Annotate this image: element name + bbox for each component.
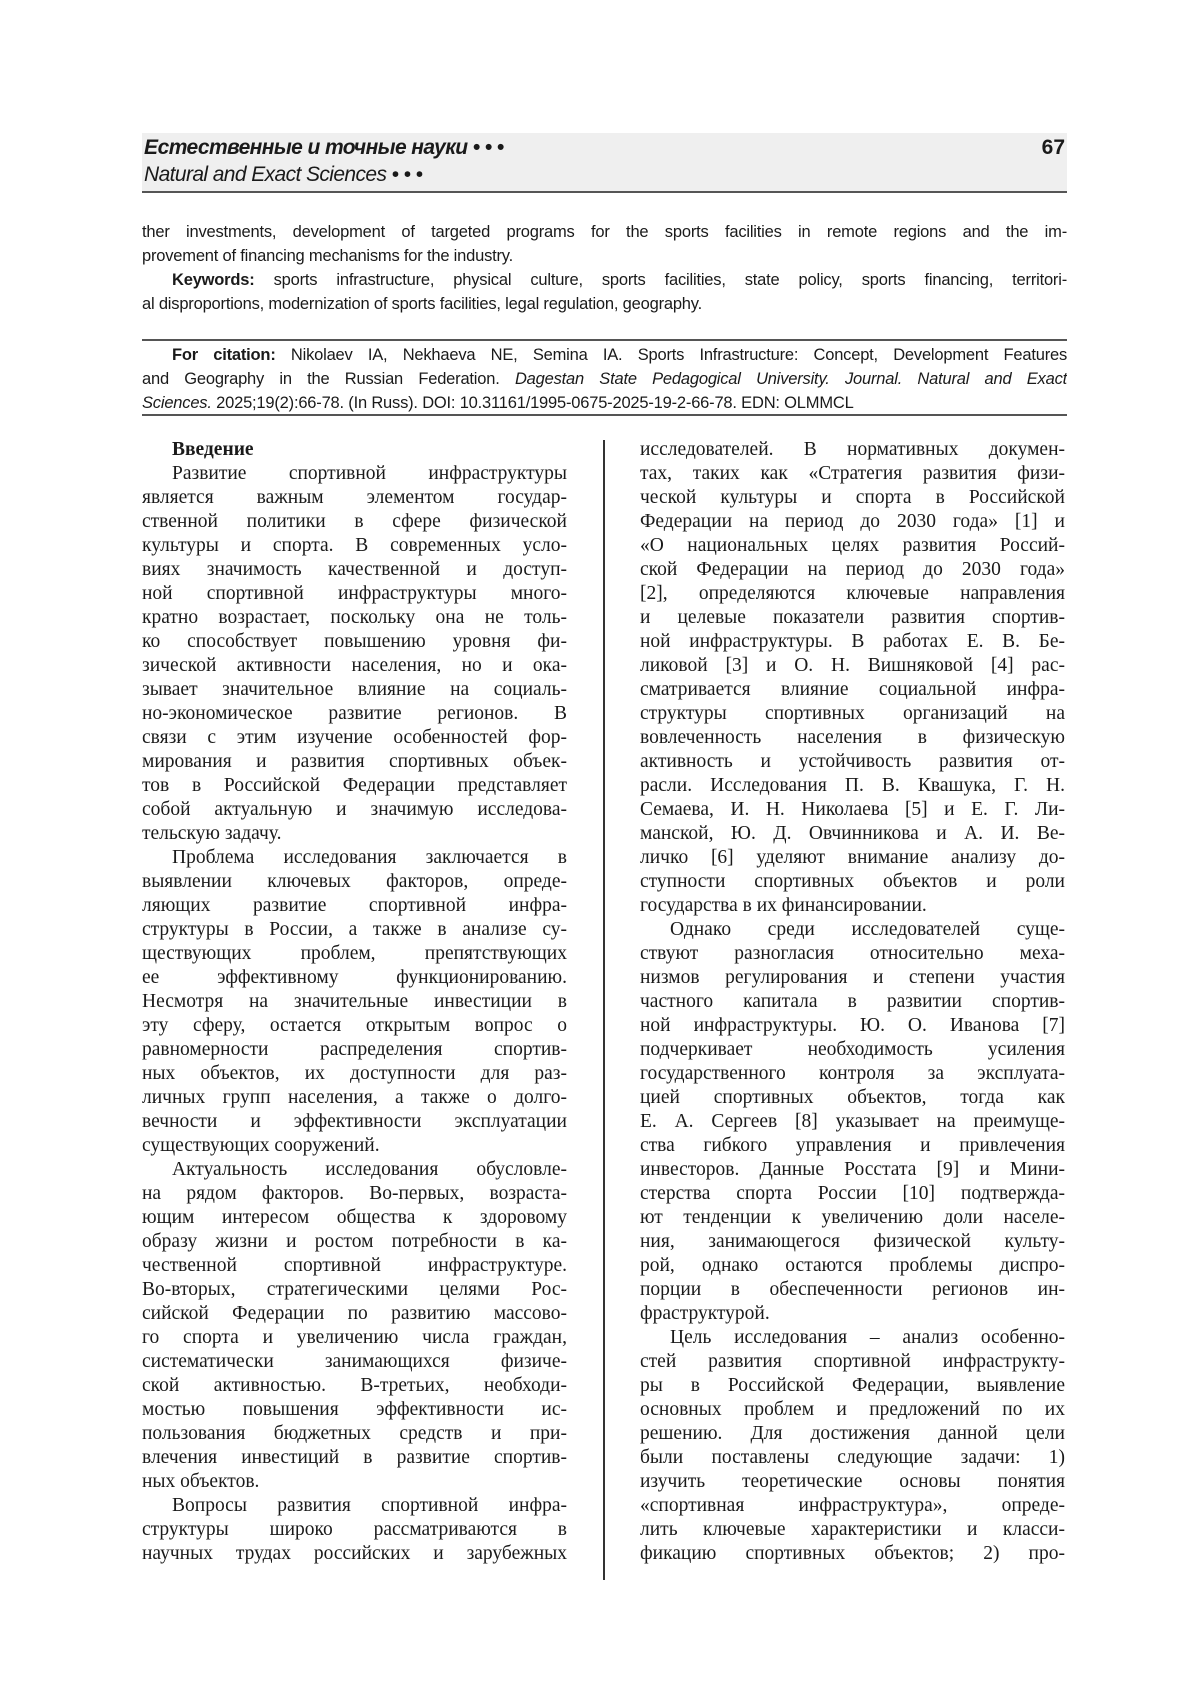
journal-section-title-ru: Естественные и точные науки • • • [144, 136, 504, 160]
text-line: научных трудах российских и зарубежных [142, 1542, 567, 1566]
text-line: исследователей. В нормативных докумен- [640, 438, 1065, 462]
keywords-text: sports infrastructure, physical culture, sports facilities, state policy, sports financing, territori- [274, 271, 1067, 289]
text-line: ры в Российской Федерации, выявление [640, 1374, 1065, 1398]
text-line: ной инфраструктуры. Ю. О. Иванова [7] [640, 1014, 1065, 1038]
text-line: тах, таких как «Стратегия развития физи- [640, 462, 1065, 486]
text-line: ния, занимающегося физической культу- [640, 1230, 1065, 1254]
text-line: вечности и эффективности эксплуатации [142, 1110, 567, 1134]
text-line: собой актуальную и значимую исследова- [142, 798, 567, 822]
paragraph [142, 1158, 567, 1494]
text-line: расли. Исследования П. В. Квашука, Г. Н. [640, 774, 1065, 798]
text-line: сийской Федерации по развитию массово- [142, 1302, 567, 1326]
citation-line [142, 367, 1067, 391]
text-line: структуры в России, а также в анализе су- [142, 918, 567, 942]
text-line: ной инфраструктуры. В работах Е. В. Бе- [640, 630, 1065, 654]
text-line: равномерности распределения спортив- [142, 1038, 567, 1062]
citation-bottom-rule [142, 414, 1067, 416]
text-line: зывает значительное влияние на социаль- [142, 678, 567, 702]
text-line: влечения инвестиций в развитие спортив- [142, 1446, 567, 1470]
text-line: зической активности населения, но и ока- [142, 654, 567, 678]
citation-text: Nikolaev IA, Nekhaeva NE, Semina IA. Sports Infrastructure: Concept, Development Features [291, 346, 1067, 364]
text-line: Федерации на период до 2030 года» [1] и [640, 510, 1065, 534]
text-line: были поставлены следующие задачи: 1) [640, 1446, 1065, 1470]
keywords-line [142, 268, 1067, 292]
paragraph [640, 438, 1065, 918]
text-line: «О национальных целях развития Россий- [640, 534, 1065, 558]
citation-block [142, 343, 1067, 415]
text-line: Вопросы развития спортивной инфра- [142, 1494, 567, 1518]
page-number: 67 [1042, 136, 1065, 160]
text-line: ствуют разногласия относительно меха- [640, 942, 1065, 966]
text-line: Однако среди исследователей суще- [640, 918, 1065, 942]
text-line: мостью повышения эффективности ис- [142, 1398, 567, 1422]
citation-journal: Sciences. [142, 394, 212, 412]
text-line: стей развития спортивной инфраструкту- [640, 1350, 1065, 1374]
text-line: ющим интересом общества к здоровому [142, 1206, 567, 1230]
text-line: «спортивная инфраструктура», опреде- [640, 1494, 1065, 1518]
text-line: ступности спортивных объектов и роли [640, 870, 1065, 894]
text-line: ной спортивной инфраструктуры много- [142, 582, 567, 606]
abstract-tail [142, 220, 1067, 316]
text-line: подчеркивает необходимость усиления [640, 1038, 1065, 1062]
text-line: культуры и спорта. В современных усло- [142, 534, 567, 558]
abstract-line: provement of financing mechanisms for the industry. [142, 244, 1067, 268]
text-line: мирования и развития спортивных объек- [142, 750, 567, 774]
text-line: тов в Российской Федерации представляет [142, 774, 567, 798]
abstract-line: ther investments, development of targeted programs for the sports facilities in remote regions and the im- [142, 220, 1067, 244]
text-line: ных объектов, их доступности для раз- [142, 1062, 567, 1086]
text-line: ской Федерации на период до 2030 года» [640, 558, 1065, 582]
text-line: связи с этим изучение особенностей фор- [142, 726, 567, 750]
text-line: ее эффективному функционированию. [142, 966, 567, 990]
text-line: ют тенденции к увеличению доли населе- [640, 1206, 1065, 1230]
text-line: тельскую задачу. [142, 822, 567, 846]
paragraph [142, 462, 567, 846]
paragraph [640, 1326, 1065, 1566]
keywords-line: al disproportions, modernization of sports facilities, legal regulation, geography. [142, 292, 1067, 316]
text-line: ческой культуры и спорта в Российской [640, 486, 1065, 510]
text-line: виях значимость качественной и доступ- [142, 558, 567, 582]
text-line: основных проблем и предложений по их [640, 1398, 1065, 1422]
text-line: Развитие спортивной инфраструктуры [142, 462, 567, 486]
text-line: Цель исследования – анализ особенно- [640, 1326, 1065, 1350]
text-line: низмов регулирования и степени участия [640, 966, 1065, 990]
text-line: решению. Для достижения данной цели [640, 1422, 1065, 1446]
text-line: государства в их финансировании. [640, 894, 1065, 918]
text-line: личко [6] уделяют внимание анализу до- [640, 846, 1065, 870]
text-line: порции в обеспеченности регионов ин- [640, 1278, 1065, 1302]
paragraph [640, 918, 1065, 1326]
text-line: выявлении ключевых факторов, опреде- [142, 870, 567, 894]
text-line: ства гибкого управления и привлечения [640, 1134, 1065, 1158]
text-line: го спорта и увеличению числа граждан, [142, 1326, 567, 1350]
citation-line [142, 391, 1067, 415]
left-column [142, 438, 567, 1566]
text-line: но-экономическое развитие регионов. В [142, 702, 567, 726]
text-line: активность и устойчивость развития от- [640, 750, 1065, 774]
text-line: ской активностью. В-третьих, необходи- [142, 1374, 567, 1398]
text-line: эту сферу, остается открытым вопрос о [142, 1014, 567, 1038]
text-line: Проблема исследования заключается в [142, 846, 567, 870]
text-line: ных объектов. [142, 1470, 567, 1494]
text-line: систематически занимающихся физиче- [142, 1350, 567, 1374]
keywords-label: Keywords: [172, 271, 255, 289]
text-line: ликовой [3] и О. Н. Вишняковой [4] рас- [640, 654, 1065, 678]
text-line: манской, Ю. Д. Овчинникова и А. И. Ве- [640, 822, 1065, 846]
citation-label: For citation: [172, 346, 276, 364]
text-line: Е. А. Сергеев [8] указывает на преимуще- [640, 1110, 1065, 1134]
text-line: лить ключевые характеристики и класси- [640, 1518, 1065, 1542]
text-line: образу жизни и ростом потребности в ка- [142, 1230, 567, 1254]
text-line: кратно возрастает, поскольку она не толь- [142, 606, 567, 630]
text-line: является важным элементом государ- [142, 486, 567, 510]
text-line: Семаева, И. Н. Николаева [5] и Е. Г. Ли- [640, 798, 1065, 822]
text-line: структуры широко рассматриваются в [142, 1518, 567, 1542]
text-line: рой, однако остаются проблемы диспро- [640, 1254, 1065, 1278]
text-line: частного капитала в развитии спортив- [640, 990, 1065, 1014]
column-divider [603, 440, 605, 1580]
running-header [142, 133, 1067, 193]
text-line: и целевые показатели развития спортив- [640, 606, 1065, 630]
text-line: цией спортивных объектов, тогда как [640, 1086, 1065, 1110]
text-line: стерства спорта России [10] подтвержда- [640, 1182, 1065, 1206]
text-line: сматривается влияние социальной инфра- [640, 678, 1065, 702]
text-line: существующих сооружений. [142, 1134, 567, 1158]
text-line: изучить теоретические основы понятия [640, 1470, 1065, 1494]
citation-line [142, 343, 1067, 367]
text-line: вовлеченность населения в физическую [640, 726, 1065, 750]
text-line: ляющих развитие спортивной инфра- [142, 894, 567, 918]
text-line: Несмотря на значительные инвестиции в [142, 990, 567, 1014]
citation-text: and Geography in the Russian Federation. [142, 370, 500, 388]
text-line: ко способствует повышению уровня фи- [142, 630, 567, 654]
text-line: на рядом факторов. Во-первых, возраста- [142, 1182, 567, 1206]
paragraph [142, 1494, 567, 1566]
text-line: фикацию спортивных объектов; 2) про- [640, 1542, 1065, 1566]
text-line: Актуальность исследования обусловле- [142, 1158, 567, 1182]
text-line: личных групп населения, а также о долго- [142, 1086, 567, 1110]
right-column [640, 438, 1065, 1566]
citation-doi: 2025;19(2):66-78. (In Russ). DOI: 10.31161/1995-0675-2025-19-2-66-78. EDN: OLMMCL [216, 394, 853, 412]
text-line: государственного контроля за эксплуата- [640, 1062, 1065, 1086]
citation-top-rule [142, 339, 1067, 341]
text-line: структуры спортивных организаций на [640, 702, 1065, 726]
journal-section-title-en: Natural and Exact Sciences • • • [144, 163, 422, 187]
text-line: ственной политики в сфере физической [142, 510, 567, 534]
text-line: [2], определяются ключевые направления [640, 582, 1065, 606]
text-line: чественной спортивной инфраструктуре. [142, 1254, 567, 1278]
text-line: фраструктурой. [640, 1302, 1065, 1326]
text-line: Во-вторых, стратегическими целями Рос- [142, 1278, 567, 1302]
citation-journal: Dagestan State Pedagogical University. Journal. Natural and Exact [515, 370, 1067, 388]
paragraph [142, 846, 567, 1158]
text-line: пользования бюджетных средств и при- [142, 1422, 567, 1446]
text-line: инвесторов. Данные Росстата [9] и Мини- [640, 1158, 1065, 1182]
text-line: ществующих проблем, препятствующих [142, 942, 567, 966]
section-heading: Введение [142, 438, 567, 462]
